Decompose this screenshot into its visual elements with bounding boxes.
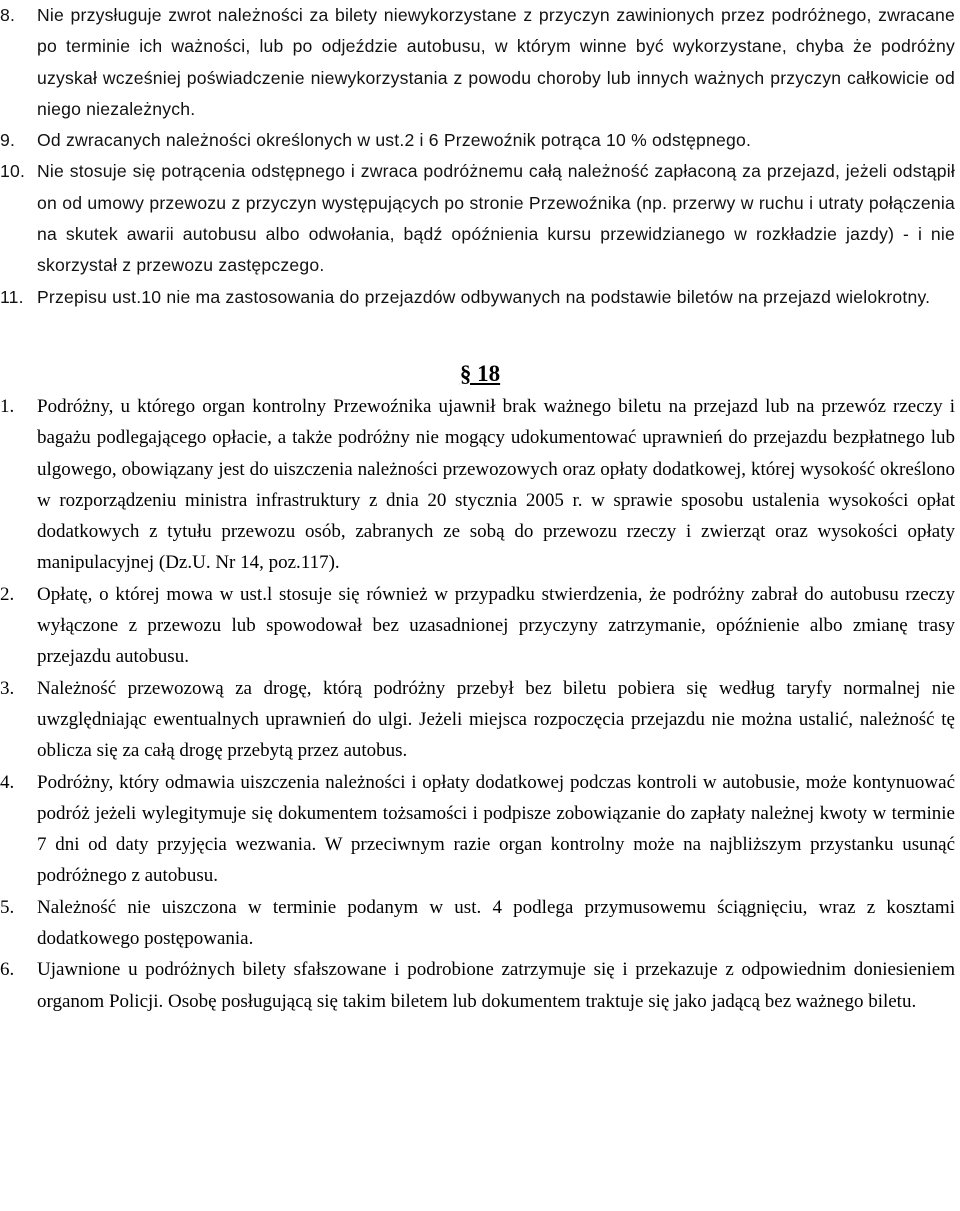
paragraph-number: 3. [0, 677, 15, 699]
part1-paragraphs [0, 0, 960, 313]
section-paragraph-6 [0, 954, 955, 1017]
paragraph-number: 4. [0, 771, 15, 793]
section-paragraph-4 [0, 767, 955, 892]
section-paragraph-5 [0, 892, 955, 955]
paragraph-text: Nie stosuje się potrącenia odstępnego i zwraca podróżnemu całą należność zapłaconą za przejazd, jeżeli odstąpił on od umowy przewozu z przyczyn występujących po stronie Przewoźnika (np. przerwy w ruchu i utraty połączenia na skutek awarii autobusu albo odwołania, bądź opóźnienia kursu przewidzianego w rozkładzie jazdy) - i nie skorzystał z przewozu zastępczego. [37, 161, 955, 276]
paragraph-text: Należność przewozową za drogę, którą podróżny przebył bez biletu pobiera się według taryfy normalnej nie uwzględniając ewentualnych uprawnień do ulgi. Jeżeli miejsca rozpoczęcia przejazdu nie można ustalić, należność tę oblicza się za całą drogę przebytą przez autobus. [37, 677, 955, 762]
paragraph-text: Od zwracanych należności określonych w ust.2 i 6 Przewoźnik potrąca 10 % odstępnego. [37, 130, 752, 151]
paragraph-text: Ujawnione u podróżnych bilety sfałszowane i podrobione zatrzymuje się i przekazuje z odpowiednim doniesieniem organom Policji. Osobę posługującą się takim biletem lub dokumentem traktuje się jako jadącą bez ważnego biletu. [37, 959, 955, 1012]
paragraph-text: Przepisu ust.10 nie ma zastosowania do przejazdów odbywanych na podstawie biletów na przejazd wielokrotny. [37, 286, 931, 307]
paragraph-text: Opłatę, o której mowa w ust.l stosuje się również w przypadku stwierdzenia, że podróżny zabrał do autobusu rzeczy wyłączone z przewozu lub spowodował bez uzasadnionej przyczyny zatrzymanie, opóźnienie albo zmianę trasy przejazdu autobusu. [37, 583, 955, 668]
paragraph-10 [0, 156, 955, 281]
paragraph-text: Nie przysługuje zwrot należności za bilety niewykorzystane z przyczyn zawinionych przez podróżnego, zwracane po terminie ich ważności, lub po odjeździe autobusu, w którym winne być wykorzystane, chyba że podróżny uzyskał wcześniej poświadczenie niewykorzystania z powodu choroby lub innych ważnych przyczyn całkowicie od niego niezależnych. [37, 5, 955, 119]
section-paragraph-2 [0, 579, 955, 673]
paragraph-number: 8. [0, 5, 16, 25]
paragraph-text: Podróżny, który odmawia uiszczenia należności i opłaty dodatkowej podczas kontroli w autobusie, może kontynuować podróż jeżeli wylegitymuje się dokumentem tożsamości i podpisze zobowiązanie do zapłaty należnej kwoty w terminie 7 dni od daty przyjęcia wezwania. W przeciwnym razie organ kontrolny może na najbliższym przystanku usunąć podróżnego z autobusu. [37, 771, 955, 887]
section-paragraph-3 [0, 673, 955, 767]
paragraph-number: 10. [0, 161, 26, 182]
paragraph-8 [0, 0, 955, 125]
section-18-paragraphs [0, 391, 960, 1017]
paragraph-text: Podróżny, u którego organ kontrolny Przewoźnika ujawnił brak ważnego biletu na przejazd lub na przewóz rzeczy i bagażu podlegającego opłacie, a także podróżny nie mogący udokumentować uprawnień do przejazdu bezpłatnego lub ulgowego, obowiązany jest do uiszczenia należności przewozowych oraz opłaty dodatkowej, której wysokość określono w rozporządzeniu ministra infrastruktury z dnia 20 stycznia 2005 r. w sprawie sposobu ustalenia wysokości opłat dodatkowych z tytułu przewozu osób, zabranych ze sobą do przewozu rzeczy i zwierząt oraz wysokości opłaty manipulacyjnej (Dz.U. Nr 14, poz.117). [37, 395, 955, 574]
paragraph-number: 11. [0, 286, 24, 307]
paragraph-number: 1. [0, 395, 15, 417]
paragraph-number: 5. [0, 896, 15, 918]
paragraph-number: 6. [0, 959, 15, 981]
paragraph-number: 2. [0, 583, 15, 605]
section-spacer [0, 313, 960, 357]
section-paragraph-1 [0, 391, 955, 579]
section-heading: § 18 [459, 360, 501, 386]
paragraph-number: 9. [0, 130, 16, 151]
paragraph-text: Należność nie uiszczona w terminie podanym w ust. 4 podlega przymusowemu ściągnięciu, wraz z kosztami dodatkowego postępowania. [37, 896, 955, 950]
paragraph-11 [0, 282, 955, 313]
paragraph-9 [0, 125, 955, 156]
